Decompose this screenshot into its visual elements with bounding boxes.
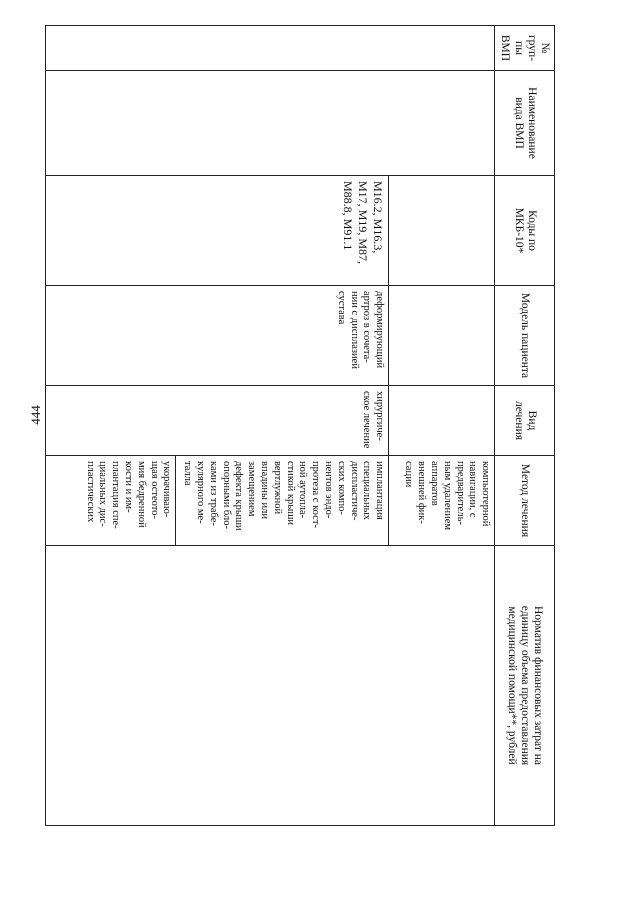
header-icd-codes: Коды по МКБ-10* <box>495 176 555 286</box>
header-group-number: № груп- пы ВМП <box>495 26 555 71</box>
header-patient-model: Модель пациента <box>495 286 555 386</box>
cell-vmp-name <box>46 71 495 176</box>
cell-treatment-type-empty <box>389 386 495 456</box>
cell-financial-norm <box>46 546 495 826</box>
cell-icd-codes-empty <box>389 176 495 286</box>
cell-patient-model: деформирующий артроз в сочета- нии с дисплазией сустава <box>46 286 389 386</box>
table-row <box>389 26 495 826</box>
cell-treatment-method: имплантация специальных диспластиче- ских компо- нентов эндо- протеза с кост- ной аутопла- стикой крыши вертлужной впадины или замещением дефекта крыши опорными бло- ками из трабе- кулярного ме- талла укорачиваю- щая остеото- мия бедренной кости и им- плантация спе- циальных дис- пластических <box>46 456 389 546</box>
header-treatment-type: Вид лечения <box>495 386 555 456</box>
cell-group-number <box>46 26 495 71</box>
header-financial-norm: Норматив финансовых затрат на единицу объема предоставления медицинской помощи**, рублей <box>495 546 555 826</box>
header-treatment-method: Метод лечения <box>495 456 555 546</box>
page-number: 444 <box>28 405 43 425</box>
cell-icd-codes: M16.2, M16.3, M17, M19, M87, M88.8, M91.1 <box>46 176 389 286</box>
treatment-table <box>45 25 555 826</box>
header-vmp-name: Наименование вида ВМП <box>495 71 555 176</box>
table-header-row <box>495 26 555 826</box>
cell-treatment-type: хирургиче- ское лечение <box>46 386 389 456</box>
cell-treatment-method: компьютерной навигации, с предваритель- ным удалением аппаратов внешней фик- сации <box>389 456 495 546</box>
rotated-table-wrapper <box>45 25 555 825</box>
cell-patient-model-empty <box>389 286 495 386</box>
method-divider <box>175 456 176 545</box>
